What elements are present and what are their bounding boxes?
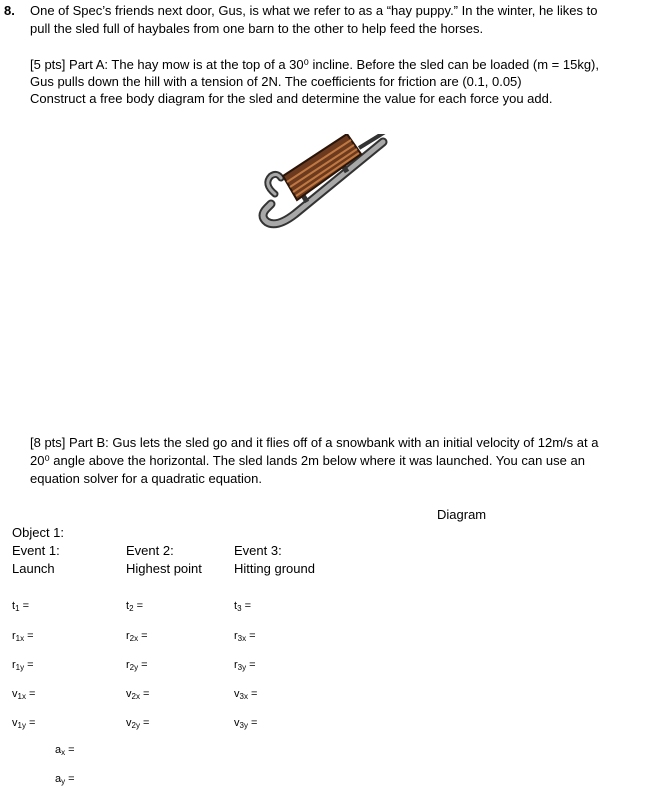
- object-label: Object 1:: [12, 525, 65, 540]
- event-1-desc: Launch: [12, 561, 55, 576]
- var-r3x: $r_{3x}$ =: [234, 630, 256, 643]
- var-t3: $t_3$ =: [234, 600, 251, 613]
- event-1-name: Event 1:: [12, 543, 60, 558]
- event-2-desc: Highest point: [126, 561, 202, 576]
- var-v3x: $v_{3x}$ =: [234, 688, 258, 701]
- var-t1: $t_1$ =: [12, 600, 29, 613]
- part-b-line2: 20⁰ angle above the horizontal. The sled lands 2m below where it was launched. You can use an: [30, 453, 585, 468]
- var-r2x: $r_{2x}$ =: [126, 630, 148, 643]
- var-ax: $a_x$ =: [55, 744, 75, 757]
- question-intro-line1: One of Spec’s friends next door, Gus, is what we refer to as a “hay puppy.” In the winter, he likes to: [30, 3, 598, 18]
- event-3-desc: Hitting ground: [234, 561, 315, 576]
- sled-illustration: [255, 134, 391, 242]
- part-a-line2: Gus pulls down the hill with a tension of 2N. The coefficients for friction are (0.1, 0.05): [30, 74, 522, 89]
- part-a-line1: [5 pts] Part A: The hay mow is at the top of a 30⁰ incline. Before the sled can be loaded (m = 15kg),: [30, 57, 599, 72]
- question-intro-line2: pull the sled full of haybales from one barn to the other to help feed the horses.: [30, 21, 484, 36]
- var-r1x: $r_{1x}$ =: [12, 630, 34, 643]
- diagram-label: Diagram: [437, 507, 487, 522]
- part-a-line3: Construct a free body diagram for the sled and determine the value for each force you add.: [30, 91, 553, 106]
- var-v1y: $v_{1y}$ =: [12, 717, 36, 730]
- var-t2: $t_2$ =: [126, 600, 143, 613]
- var-v3y: $v_{3y}$ =: [234, 717, 258, 730]
- part-b-line1: [8 pts] Part B: Gus lets the sled go and it flies off of a snowbank with an initial velocity of 12m/s at a: [30, 435, 599, 450]
- part-b-line3: equation solver for a quadratic equation.: [30, 471, 262, 486]
- var-ay: $a_y$ =: [55, 773, 75, 786]
- var-r2y: $r_{2y}$ =: [126, 659, 148, 672]
- event-3-name: Event 3:: [234, 543, 282, 558]
- question-number: 8.: [4, 3, 15, 18]
- var-r1y: $r_{1y}$ =: [12, 659, 34, 672]
- var-r3y: $r_{3y}$ =: [234, 659, 256, 672]
- var-v1x: $v_{1x}$ =: [12, 688, 36, 701]
- var-v2x: $v_{2x}$ =: [126, 688, 150, 701]
- event-2-name: Event 2:: [126, 543, 174, 558]
- var-v2y: $v_{2y}$ =: [126, 717, 150, 730]
